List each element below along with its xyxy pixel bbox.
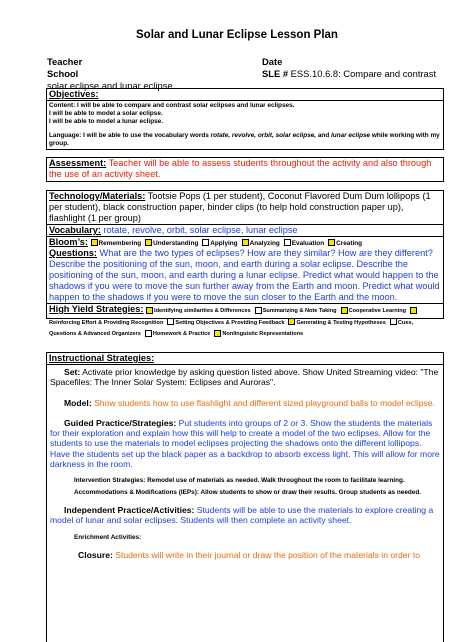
objectives-label: Objectives: <box>49 89 99 99</box>
technology-text: Tootsie Pops (1 per student), Coconut Flavored Dum Dum lollipops (1 per student), black construction paper, binder clips (to help hold construction paper up), flashlight (1 per group) <box>49 191 431 223</box>
high-yield-label: Setting Objectives & Providing Feedback <box>175 319 285 326</box>
model-text: Show students how to use flashlight and different sized playground balls to model eclipse. <box>94 397 436 408</box>
blooms-label: Applying <box>210 240 238 247</box>
high-yield-label: Cues, Questions & Advanced Organizers <box>49 319 414 338</box>
high-yield-label: Homework & Practice <box>152 331 211 338</box>
high-yield-item <box>255 308 337 314</box>
language-label: Language: <box>49 132 82 139</box>
objectives-content <box>47 101 443 149</box>
header-right <box>262 56 436 80</box>
guided-text-2: Allow for the students to use the materials to model eclipses projecting the shadows onto the different lollipops. Have the students set up the black paper as a backdrop to absorb excess light. This will allow for more darkness in the room. <box>50 428 440 470</box>
closure-label: Closure: <box>78 549 113 560</box>
high-yield-item <box>145 331 211 337</box>
high-yield-item <box>288 320 385 326</box>
blooms-item <box>145 240 198 247</box>
objective-line-3: I will be able to model a lunar eclipse. <box>49 118 163 125</box>
high-yield-item <box>341 308 407 314</box>
sle-label: SLE # <box>262 68 289 79</box>
language-words: rotate, revolve, orbit, solar eclipse, <box>210 132 317 139</box>
blooms-label: Creating <box>336 240 363 247</box>
blooms-label: Bloom’s: <box>49 237 88 247</box>
blooms-checkbox[interactable] <box>91 239 98 246</box>
instructional-content <box>47 365 443 560</box>
blooms-checkbox[interactable] <box>284 239 291 246</box>
guided-text-1: Put students into groups of 2 or 3. Show the students the materials for their exploration and explain how this will help to create a model of the two eclipses. <box>50 417 433 439</box>
language-word-last: lunar eclipse <box>331 132 371 139</box>
model-label: Model: <box>64 397 92 408</box>
content-label: Content: <box>49 102 76 109</box>
blooms-checkbox[interactable] <box>202 239 209 246</box>
header-left <box>47 56 173 92</box>
blooms-list <box>91 240 367 247</box>
content-text: I will be able to compare and contrast solar eclipses and lunar eclipses. <box>77 102 295 109</box>
topic-text: solar eclipse and lunar eclipse <box>47 80 173 91</box>
instructional-box <box>46 352 444 642</box>
teacher-label: Teacher <box>47 56 83 67</box>
high-yield-label: Identifying similarities & Differences <box>154 308 251 314</box>
high-yield-checkbox[interactable] <box>167 318 174 325</box>
high-yield-label: Nonlinguistic Representations <box>222 331 304 338</box>
instructional-label: Instructional Strategies: <box>49 353 155 363</box>
set-label: Set: <box>64 367 81 377</box>
enrichment-label: Enrichment Activities: <box>74 533 142 541</box>
high-yield-label: Cooperative Learning <box>348 308 407 314</box>
guided-label: Guided Practice/Strategies: <box>64 417 177 428</box>
school-label: School <box>47 68 79 79</box>
high-yield-item <box>214 331 303 337</box>
technology-label: Technology/Materials: <box>49 191 146 201</box>
blooms-label: Remembering <box>98 240 142 247</box>
language-and: and <box>317 132 330 139</box>
vocabulary-text: rotate, revolve, orbit, solar eclipse, lunar eclipse <box>103 225 298 235</box>
blooms-item <box>284 240 324 247</box>
high-yield-label: Summarizing & Note Taking <box>262 308 337 314</box>
high-yield-checkbox[interactable] <box>255 307 262 314</box>
instructional-header <box>47 353 443 365</box>
high-yield-item <box>146 308 251 314</box>
questions-label: Questions: <box>49 248 97 258</box>
blooms-label: Evaluation <box>291 240 325 247</box>
blooms-checkbox[interactable] <box>328 239 335 246</box>
vocabulary-section <box>47 225 443 237</box>
technology-section <box>47 191 443 225</box>
page-title: Solar and Lunar Eclipse Lesson Plan <box>136 29 338 41</box>
assessment-box <box>46 157 444 182</box>
high-yield-label: Generating & Testing Hypotheses <box>296 319 386 326</box>
blooms-label: Analyzing <box>249 240 280 247</box>
blooms-item <box>242 240 280 247</box>
questions-text: What are the two types of eclipses? How are they similar? How are they different? Describe the positioning of the sun, moon, and earth during a solar eclipse. Describe the positioning of the sun, moon, and earth during a lunar eclipse. Predict what would happen to the shadows if you were to move the sun further away from the Earth and moon. Predict what would happen to the shadows if you were to move the sun closer to the Earth and the moon. <box>49 248 440 302</box>
high-yield-checkbox[interactable] <box>145 330 152 337</box>
blooms-checkbox[interactable] <box>145 239 152 246</box>
high-yield-checkbox[interactable] <box>341 307 348 314</box>
intervention-label: Intervention Strategies: <box>74 477 146 485</box>
high-yield-checkbox[interactable] <box>410 307 417 314</box>
high-yield-section <box>47 304 443 339</box>
high-yield-label: Reinforcing Effort & Providing Recognition <box>49 319 164 326</box>
independent-label: Independent Practice/Activities: <box>64 505 195 516</box>
vocabulary-label: Vocabulary: <box>49 225 101 235</box>
language-text-2: while working with my group. <box>49 132 440 147</box>
objective-line-2: I will be able to model a solar eclipse. <box>49 110 163 117</box>
high-yield-item <box>167 320 284 326</box>
accommodations-text: Allow students to show or draw their results. Group students as needed. <box>200 488 422 496</box>
blooms-item <box>202 240 237 247</box>
language-text: I will be able to use the vocabulary words <box>83 132 209 139</box>
high-yield-checkbox[interactable] <box>390 318 397 325</box>
closure-text: Students will write in their journal or draw the position of the materials in order to <box>115 549 420 560</box>
objectives-box <box>46 88 444 150</box>
high-yield-checkbox[interactable] <box>288 318 295 325</box>
objectives-section <box>47 89 443 101</box>
assessment-text: Teacher will be able to assess students throughout the activity and also through the use of an activity sheet. <box>49 158 432 179</box>
assessment-label: Assessment: <box>49 158 107 168</box>
blooms-section <box>47 237 443 304</box>
accommodations-label: Accommodations & Modifications (IEPs): <box>74 488 199 496</box>
intervention-text: Remodel use of materials as needed. Walk throughout the room to facilitate learning. <box>147 477 405 485</box>
blooms-item <box>328 240 362 247</box>
blooms-label: Understanding <box>153 240 199 247</box>
materials-box <box>46 190 444 338</box>
date-label: Date <box>262 56 283 67</box>
blooms-item <box>91 240 142 247</box>
blooms-checkbox[interactable] <box>242 239 249 246</box>
high-yield-checkbox[interactable] <box>214 330 221 337</box>
high-yield-label: High Yield Strategies: <box>49 304 144 314</box>
independent-text: Students will be able to use the materials to explore creating a model of lunar and solar eclipses. Students will then complete an activity sheet. <box>50 505 434 526</box>
high-yield-checkbox[interactable] <box>146 307 153 314</box>
sle-value: ESS.10.6.8: Compare and contrast <box>290 68 437 79</box>
set-text: Activate prior knowledge by asking question listed above. Show United Streaming video: "The Spacefiles: The Inner Solar System: Eclipses and Auroras". <box>50 367 439 388</box>
